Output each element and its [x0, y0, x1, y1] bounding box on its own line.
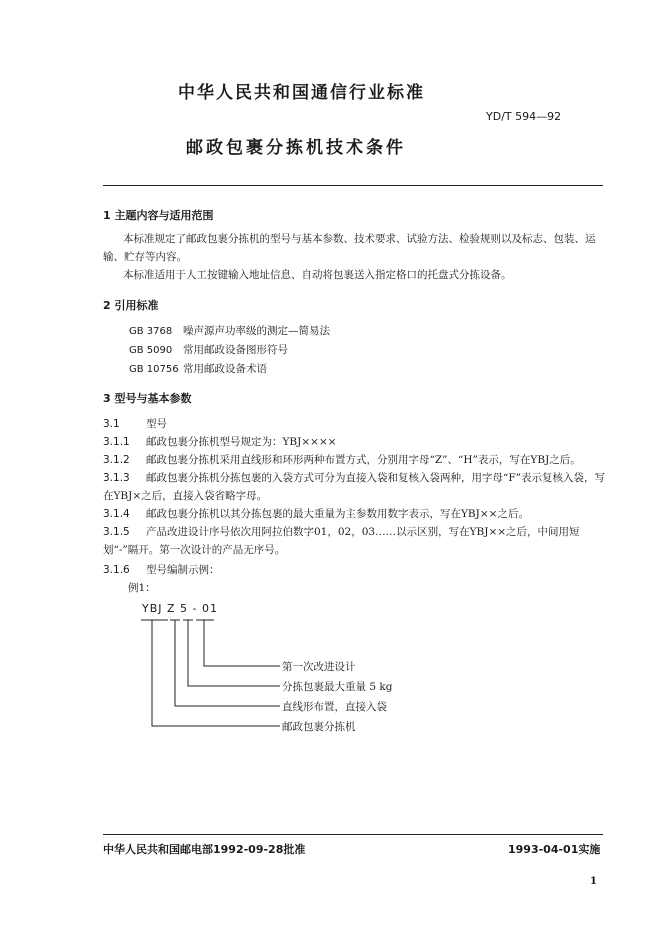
callout-revision: 第一次改进设计: [282, 661, 356, 673]
reference-text: 噪声源声功率级的测定—简易法: [183, 325, 330, 337]
org-title: 中华人民共和国通信行业标准: [178, 83, 425, 103]
clause-text: 型号: [146, 418, 167, 430]
implementation-date: 1993-04-01实施: [508, 843, 601, 856]
section-1-title: 1 主题内容与适用范围: [103, 209, 214, 222]
clause-number: 3.1.3: [103, 472, 130, 484]
reference-text: 常用邮政设备图形符号: [183, 344, 288, 356]
clause-text: 邮政包裹分拣机分拣包裹的入袋方式可分为直接入袋和复核入袋两种，用字母“F”表示复核入袋，写在YBJ×之后，直接入袋省略字母。: [103, 472, 606, 502]
clause-text: 型号编制示例：: [146, 564, 220, 576]
callout-max-weight: 分拣包裹最大重量 5 kg: [282, 681, 393, 693]
clause-text: 邮政包裹分拣机型号规定为：YBJ××××: [146, 436, 337, 448]
example-label: 例1：: [128, 582, 156, 594]
clause-number: 3.1.5: [103, 526, 130, 538]
example-model-code: YBJ Z 5 - 01: [142, 602, 218, 615]
reference-text: 常用邮政设备术语: [183, 363, 267, 375]
clause-text: 邮政包裹分拣机采用直线形和环形两种布置方式，分别用字母“Z”、“H”表示，写在YBJ之后。: [146, 454, 581, 466]
clause-number: 3.1.1: [103, 436, 130, 448]
clause-number: 3.1.6: [103, 564, 130, 576]
clause-number: 3.1.2: [103, 454, 130, 466]
reference-code: GB 5090: [129, 345, 173, 356]
clause-text: 邮政包裹分拣机以其分拣包裹的最大重量为主参数用数字表示，写在YBJ××之后。: [146, 508, 529, 520]
clause-text: 产品改进设计序号依次用阿拉伯数字01，02，03……以示区别，写在YBJ××之后，中间用短划“-”隔开。第一次设计的产品无序号。: [103, 526, 580, 556]
footer-rule: [103, 834, 603, 835]
page-number: 1: [590, 876, 597, 887]
approval-date: 中华人民共和国邮电部1992-09-28批准: [103, 843, 306, 856]
section-1-paragraph-2-text: 本标准适用于人工按键输入地址信息、自动将包裹送入指定格口的托盘式分拣设备。: [123, 269, 512, 281]
section-1-paragraph-1-text: 本标准规定了邮政包裹分拣机的型号与基本参数、技术要求、试验方法、检验规则以及标志、包装、运输、贮存等内容。: [103, 233, 596, 263]
clause-number: 3.1.4: [103, 508, 130, 520]
section-3-title: 3 型号与基本参数: [103, 392, 192, 405]
standard-code: YD/T 594—92: [486, 110, 562, 123]
section-2-title: 2 引用标准: [103, 299, 159, 312]
reference-code: GB 3768: [129, 326, 173, 337]
reference-code: GB 10756: [129, 364, 179, 375]
document-title: 邮政包裹分拣机技术条件: [186, 138, 406, 158]
callout-layout: 直线形布置，直接入袋: [282, 701, 387, 713]
callout-machine-name: 邮政包裹分拣机: [282, 721, 356, 733]
clause-number: 3.1: [103, 418, 120, 430]
